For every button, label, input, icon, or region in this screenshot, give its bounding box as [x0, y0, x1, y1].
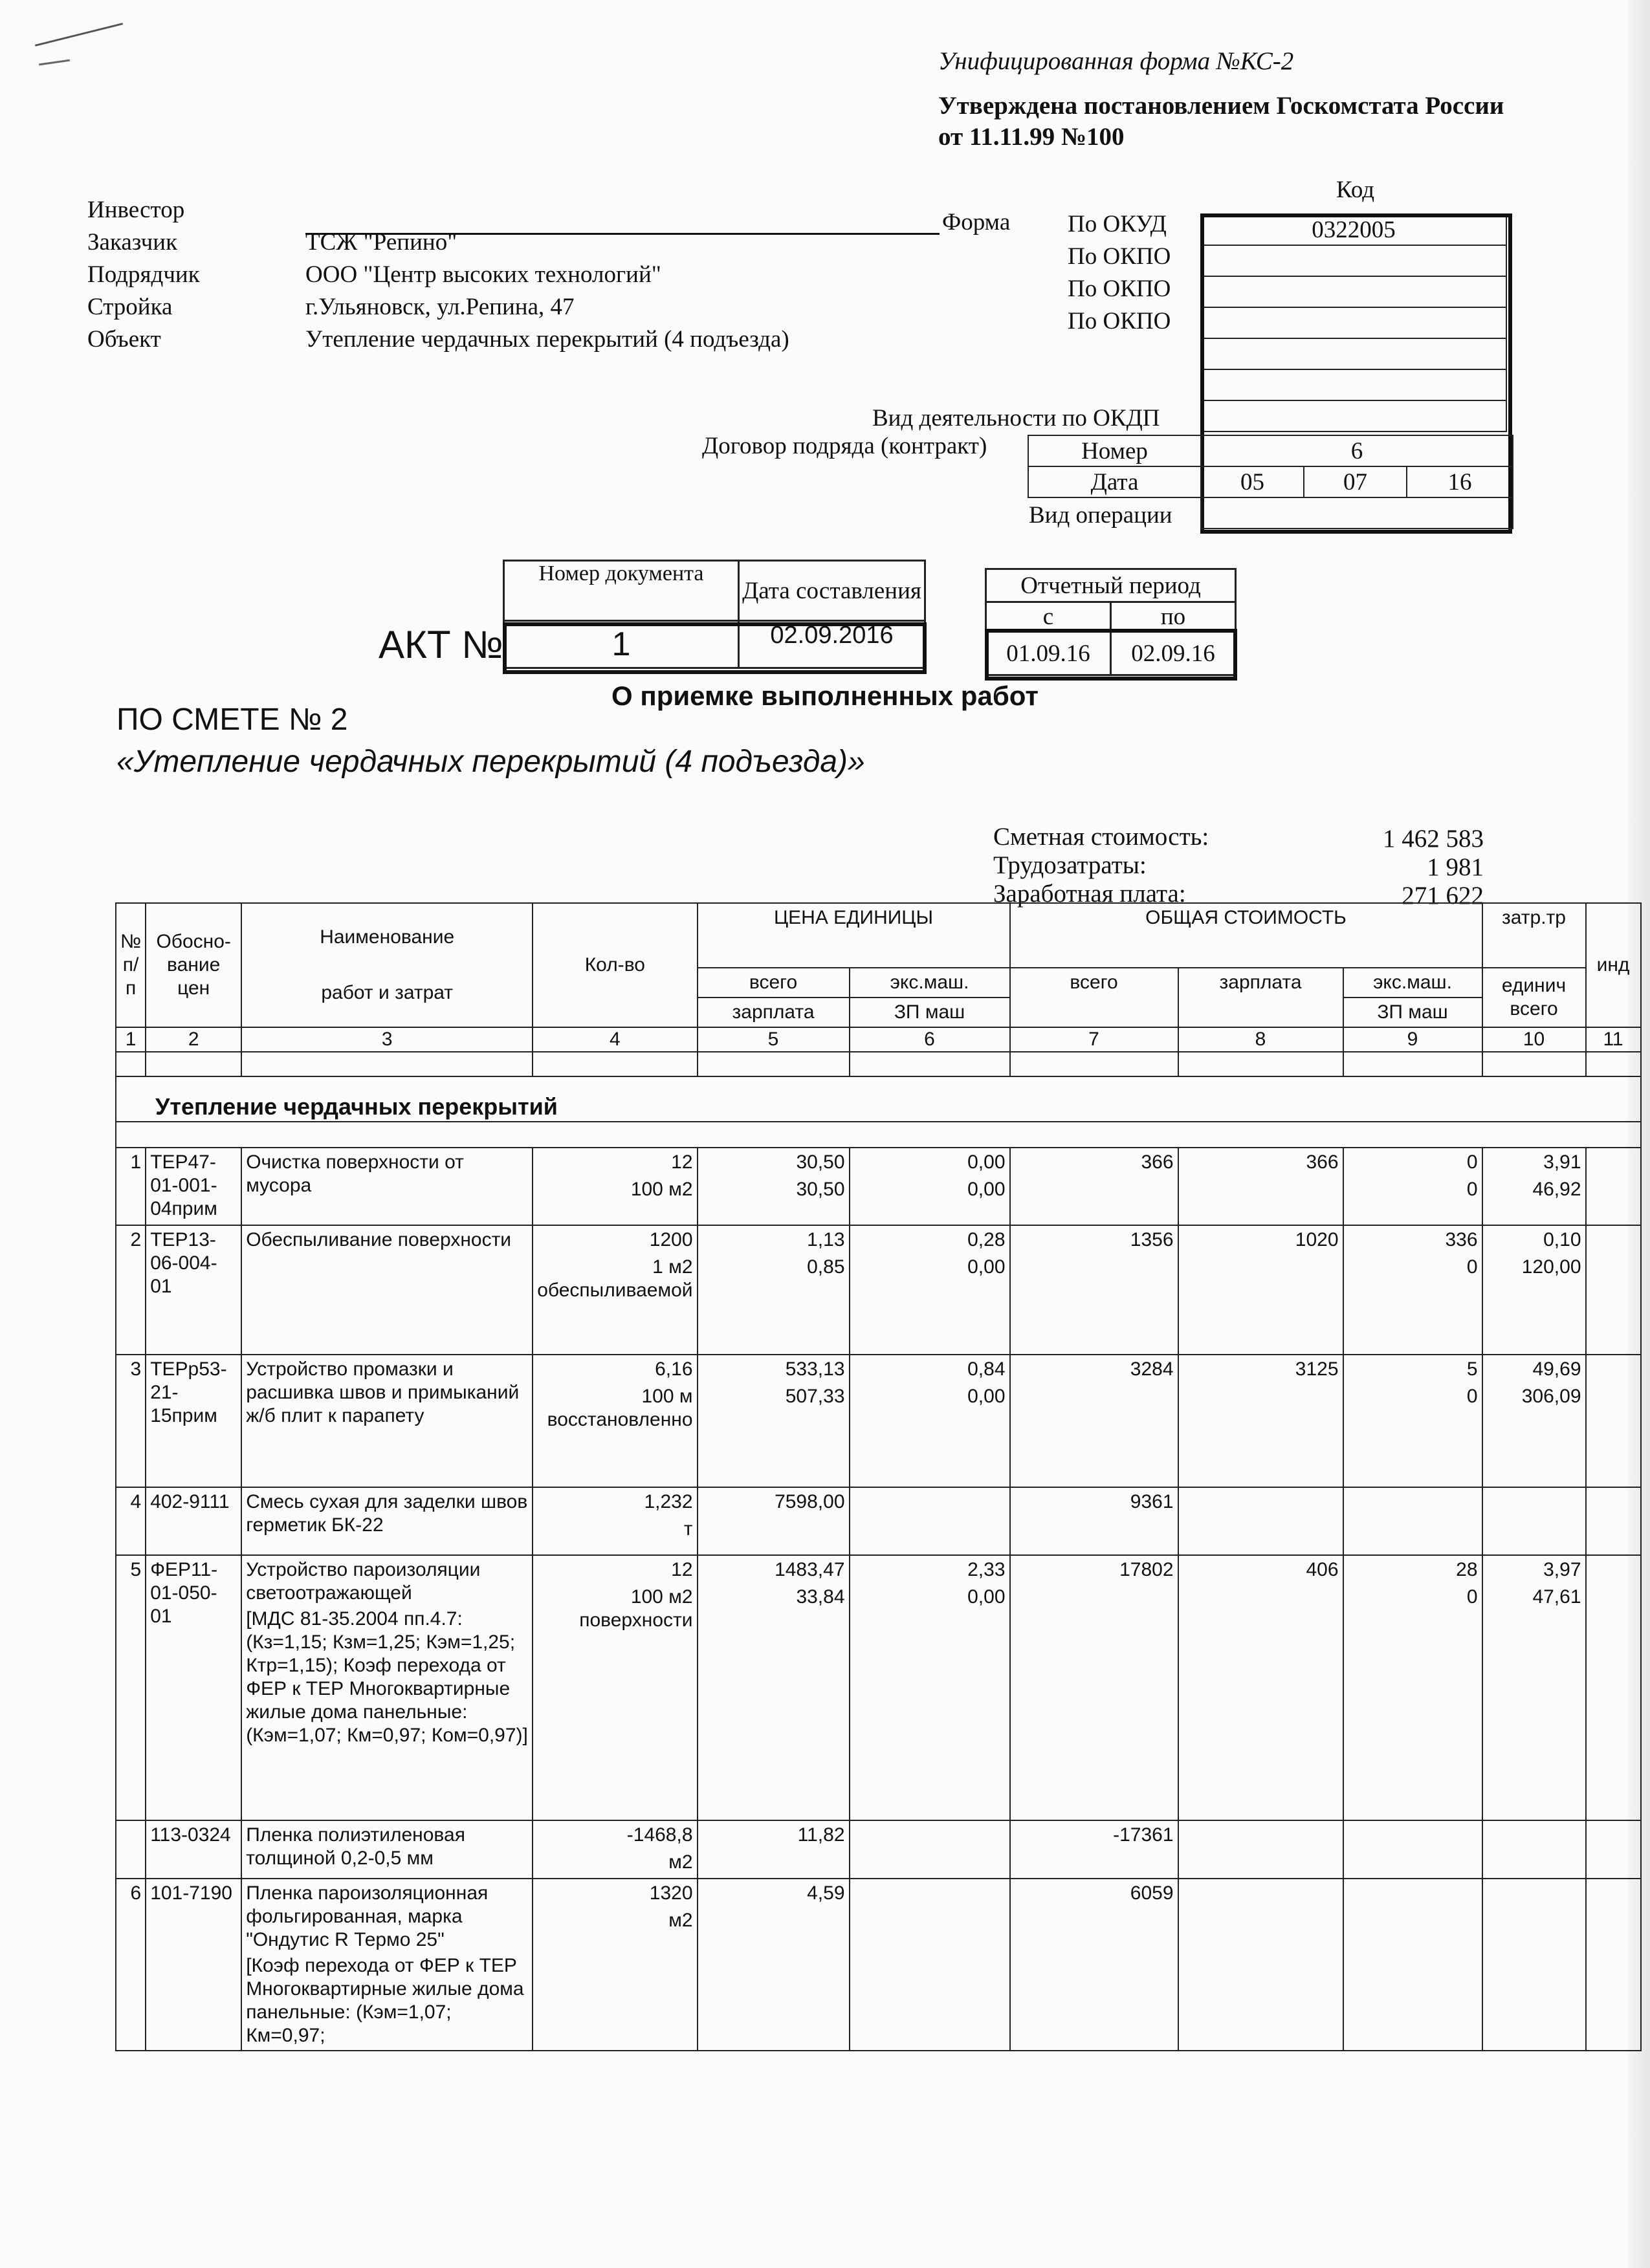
estimate-cost-value: 1 462 583	[1383, 825, 1484, 853]
row-total-machine: 28	[1456, 1559, 1478, 1580]
cell-name	[241, 1820, 533, 1879]
section-row	[116, 1076, 1641, 1122]
cell-num	[116, 1820, 146, 1879]
estimate-cost-label: Сметная стоимость:	[993, 823, 1209, 851]
row-total-salary: 366	[1306, 1151, 1339, 1173]
codes-table	[1200, 213, 1507, 432]
cell-num	[116, 1148, 146, 1225]
kod-label: Код	[1336, 177, 1375, 203]
row-note: [Коэф перехода от ФЕР к ТЕР Многоквартирные жилые дома панельные: (Кэм=1,07; Км=0,97;	[246, 1955, 524, 2046]
row-code: ТЕРр53-21-15прим	[150, 1358, 227, 1426]
period-to-label: по	[1111, 602, 1236, 632]
period-from-label: с	[986, 602, 1111, 632]
estimate-number: ПО СМЕТЕ № 2	[116, 703, 348, 737]
column-number: 2	[146, 1027, 241, 1052]
cell-ind	[1586, 1555, 1641, 1820]
cell-price	[698, 1225, 850, 1355]
row-labor-unit: 3,91	[1543, 1151, 1581, 1173]
row-code: ТЕР47-01-001-04прим	[150, 1151, 217, 1219]
construction-label: Стройка	[87, 294, 173, 320]
header-ind: инд	[1586, 903, 1641, 1027]
row-name: Устройство промазки и расшивка швов и примыканий ж/б плит к парапету	[246, 1358, 520, 1426]
row-total-all: 366	[1141, 1151, 1174, 1173]
contract-date-year: 16	[1407, 466, 1513, 497]
cell-code	[146, 1487, 241, 1555]
cell-total-salary	[1178, 1487, 1343, 1555]
party-values	[305, 226, 789, 356]
row-name: Пленка полиэтиленовая толщиной 0,2-0,5 мм	[246, 1824, 465, 1869]
okpo-code-3	[1201, 307, 1506, 338]
estimate-table	[115, 902, 1642, 2051]
row-qty: 12	[671, 1559, 693, 1580]
contract-number: 6	[1201, 435, 1513, 466]
row-price-machine-salary: 0,00	[967, 1179, 1006, 1200]
row-labor-total: 306,09	[1521, 1386, 1581, 1407]
section-title: Утепление чердачных перекрытий	[116, 1076, 1641, 1122]
row-total-all: 9361	[1130, 1491, 1174, 1512]
cell-code	[146, 1148, 241, 1225]
investor-label: Инвестор	[87, 197, 185, 223]
cell-price-machine	[850, 1879, 1010, 2051]
row-price-machine: 0,84	[967, 1358, 1006, 1380]
row-labor-unit: 3,97	[1543, 1559, 1581, 1580]
cell-price-machine	[850, 1820, 1010, 1879]
column-number: 6	[850, 1027, 1010, 1052]
cell-labor	[1482, 1225, 1586, 1355]
column-number: 8	[1178, 1027, 1343, 1052]
table-row	[116, 1487, 1641, 1555]
approval-text	[938, 91, 1504, 153]
row-name: Пленка пароизоляционная фольгированная, марка "Ондутис R Термо 25"	[246, 1882, 489, 1950]
row-unit: м2	[668, 1851, 693, 1873]
row-qty: 1320	[649, 1882, 693, 1904]
pen-mark-small	[39, 60, 70, 66]
cell-labor	[1482, 1487, 1586, 1555]
cell-code	[146, 1355, 241, 1487]
totals-labels	[993, 823, 1209, 908]
okdp-label: Вид деятельности по ОКДП	[872, 405, 1160, 431]
row-price-machine-salary: 0,00	[967, 1256, 1006, 1278]
row-qty: 1200	[649, 1229, 693, 1250]
cell-total-all	[1010, 1879, 1178, 2051]
act-subtitle: О приемке выполненных работ	[611, 681, 1039, 711]
cell-code	[146, 1820, 241, 1879]
header-total-salary: зарплата	[1178, 968, 1343, 1027]
cell-total-machine	[1343, 1355, 1482, 1487]
row-code: 101-7190	[150, 1882, 232, 1904]
cell-total-salary	[1178, 1555, 1343, 1820]
cell-qty	[533, 1148, 697, 1225]
header-name-bottom: работ и затрат	[321, 982, 454, 1003]
cell-ind	[1586, 1487, 1641, 1555]
contractor-label: Подрядчик	[87, 261, 200, 288]
table-row	[116, 1879, 1641, 2051]
cell-total-salary	[1178, 1148, 1343, 1225]
cell-name	[241, 1487, 533, 1555]
row-note: [МДС 81-35.2004 пп.4.7: (Кз=1,15; Кзм=1,25; Кэм=1,25; Ктр=1,15); Коэф перехода от ФЕР к ТЕР Многоквартирные жилые дома панельные: (Кэм=1,07; Км=0,97; Ком=0,97)]	[246, 1608, 528, 1746]
row-labor-total: 47,61	[1532, 1586, 1581, 1608]
row-total-all: 3284	[1130, 1358, 1174, 1380]
cell-price	[698, 1555, 850, 1820]
classifier-labels	[1068, 208, 1171, 338]
cell-total-machine	[1343, 1879, 1482, 2051]
header-total-all: всего	[1010, 968, 1178, 1027]
salary-label: Заработная плата:	[993, 880, 1186, 908]
header-total-cost: ОБЩАЯ СТОИМОСТЬ	[1010, 903, 1482, 968]
contract-date-month: 07	[1304, 466, 1407, 497]
cell-total-machine	[1343, 1555, 1482, 1820]
doc-number: 1	[504, 621, 739, 668]
row-total-salary: 406	[1306, 1559, 1339, 1580]
row-total-machine: 5	[1466, 1358, 1478, 1380]
row-price-salary: 507,33	[785, 1386, 845, 1407]
row-unit: 100 м2 поверхности	[579, 1586, 693, 1631]
header-name-top: Наименование	[320, 926, 455, 948]
cell-total-all	[1010, 1820, 1178, 1879]
cell-num	[116, 1555, 146, 1820]
row-name: Обеспыливание поверхности	[246, 1229, 512, 1250]
row-qty: 12	[671, 1151, 693, 1173]
cell-price-machine	[850, 1487, 1010, 1555]
row-number: 5	[130, 1559, 142, 1580]
spacer-row	[116, 1122, 1641, 1148]
row-total-all: 1356	[1130, 1229, 1174, 1250]
row-code: ФЕР11-01-050-01	[150, 1559, 218, 1627]
row-number: 2	[130, 1229, 142, 1250]
row-unit: 100 м восстановленно	[547, 1386, 693, 1430]
header-price-all: всего	[698, 968, 850, 998]
contract-date-label: Дата	[1028, 466, 1201, 497]
blank-row	[116, 1052, 1641, 1076]
table-row	[116, 1555, 1641, 1820]
row-code: ТЕР13-06-004-01	[150, 1229, 217, 1297]
customer-value: ТСЖ "Репино"	[305, 229, 457, 256]
row-price-all: 7598,00	[775, 1491, 845, 1512]
column-number: 9	[1343, 1027, 1482, 1052]
column-number: 10	[1482, 1027, 1586, 1052]
cell-price-machine	[850, 1225, 1010, 1355]
row-price-salary: 33,84	[796, 1586, 845, 1608]
labor-cost-value: 1 981	[1427, 853, 1484, 881]
customer-label: Заказчик	[87, 229, 178, 256]
cell-ind	[1586, 1148, 1641, 1225]
row-labor-unit: 49,69	[1532, 1358, 1581, 1380]
column-number: 5	[698, 1027, 850, 1052]
okud-code: 0322005	[1201, 214, 1506, 245]
contractor-value: ООО "Центр высоких технологий"	[305, 261, 661, 288]
header-num: № п/п	[116, 903, 146, 1027]
cell-num	[116, 1487, 146, 1555]
header-total-machine-salary: ЗП маш	[1343, 998, 1482, 1027]
cell-name	[241, 1148, 533, 1225]
row-name: Очистка поверхности от мусора	[246, 1151, 464, 1196]
cell-ind	[1586, 1820, 1641, 1879]
totals-values	[1359, 825, 1484, 910]
table-row	[116, 1225, 1641, 1355]
form-title: Унифицированная форма №КС-2	[938, 47, 1294, 75]
row-total-machine-salary: 0	[1466, 1586, 1478, 1608]
row-total-machine-salary: 0	[1466, 1256, 1478, 1278]
row-qty: 6,16	[655, 1358, 693, 1380]
header-price-machine-salary: ЗП маш	[850, 998, 1010, 1027]
period-table	[985, 568, 1237, 676]
row-code: 113-0324	[150, 1824, 231, 1846]
row-labor-unit: 0,10	[1543, 1229, 1581, 1250]
period-header: Отчетный период	[986, 569, 1236, 602]
cell-price-machine	[850, 1148, 1010, 1225]
operation-code	[1201, 497, 1513, 529]
column-number: 4	[533, 1027, 697, 1052]
cell-qty	[533, 1555, 697, 1820]
cell-total-machine	[1343, 1820, 1482, 1879]
cell-total-salary	[1178, 1355, 1343, 1487]
contract-date-day: 05	[1201, 466, 1304, 497]
row-total-all: 6059	[1130, 1882, 1174, 1904]
approval-line-2: от 11.11.99 №100	[938, 123, 1125, 151]
row-price-all: 4,59	[807, 1882, 845, 1904]
okpo-code-1	[1201, 245, 1506, 276]
row-unit: 100 м2	[630, 1179, 693, 1200]
cell-name	[241, 1555, 533, 1820]
cell-total-salary	[1178, 1820, 1343, 1879]
cell-price	[698, 1879, 850, 2051]
construction-value: г.Ульяновск, ул.Репина, 47	[305, 294, 575, 320]
pen-mark	[35, 23, 124, 47]
cell-labor	[1482, 1555, 1586, 1820]
header-qty: Кол-во	[533, 903, 697, 1027]
column-number: 11	[1586, 1027, 1641, 1052]
cell-total-all	[1010, 1148, 1178, 1225]
row-total-salary: 3125	[1295, 1358, 1339, 1380]
code-blank-1	[1201, 338, 1506, 369]
cell-num	[116, 1355, 146, 1487]
cell-code	[146, 1555, 241, 1820]
row-name: Устройство пароизоляции светоотражающей	[246, 1559, 481, 1604]
row-price-all: 533,13	[785, 1358, 845, 1380]
cell-ind	[1586, 1355, 1641, 1487]
estimate-name: «Утепление чердачных перекрытий (4 подъезда)»	[116, 745, 865, 779]
row-number: 1	[130, 1151, 142, 1173]
approval-line-1: Утверждена постановлением Госкомстата России	[938, 92, 1504, 120]
cell-qty	[533, 1879, 697, 2051]
row-price-all: 1,13	[807, 1229, 845, 1250]
code-blank-2	[1201, 369, 1506, 400]
okud-label: По ОКУД	[1068, 211, 1167, 237]
row-qty: 1,232	[644, 1491, 693, 1512]
cell-total-machine	[1343, 1225, 1482, 1355]
row-unit: 1 м2 обеспыливаемой	[537, 1256, 693, 1301]
cell-labor	[1482, 1879, 1586, 2051]
row-price-machine-salary: 0,00	[967, 1386, 1006, 1407]
okpo-label-2: По ОКПО	[1068, 276, 1171, 302]
party-labels	[87, 194, 200, 356]
row-number: 3	[130, 1358, 142, 1380]
okpo-label-1: По ОКПО	[1068, 243, 1171, 270]
row-unit: м2	[668, 1910, 693, 1931]
cell-total-all	[1010, 1355, 1178, 1487]
cell-num	[116, 1225, 146, 1355]
row-total-machine: 336	[1445, 1229, 1478, 1250]
table-row	[116, 1148, 1641, 1225]
document-number-table	[503, 560, 926, 669]
row-total-machine-salary: 0	[1466, 1179, 1478, 1200]
cell-ind	[1586, 1879, 1641, 2051]
cell-qty	[533, 1820, 697, 1879]
cell-qty	[533, 1225, 697, 1355]
row-number: 4	[130, 1491, 142, 1512]
cell-total-all	[1010, 1555, 1178, 1820]
cell-total-all	[1010, 1487, 1178, 1555]
row-code: 402-9111	[150, 1491, 230, 1512]
period-from: 01.09.16	[986, 632, 1111, 675]
cell-total-all	[1010, 1225, 1178, 1355]
column-number: 7	[1010, 1027, 1178, 1052]
okpo-code-2	[1201, 276, 1506, 307]
column-number-row	[116, 1027, 1641, 1052]
row-number: 6	[130, 1882, 142, 1904]
cell-price-machine	[850, 1355, 1010, 1487]
row-price-salary: 0,85	[807, 1256, 845, 1278]
row-price-machine: 2,33	[967, 1559, 1006, 1580]
forma-label: Форма	[942, 209, 1011, 235]
header-price-machine: экс.маш.	[850, 968, 1010, 998]
cell-ind	[1586, 1225, 1641, 1355]
labor-cost-label: Трудозатраты:	[993, 851, 1147, 879]
row-total-machine-salary: 0	[1466, 1386, 1478, 1407]
row-price-machine: 0,28	[967, 1229, 1006, 1250]
cell-price	[698, 1820, 850, 1879]
header-labor: затр.тр	[1482, 903, 1586, 968]
row-name: Смесь сухая для заделки швов герметик БК-22	[246, 1491, 528, 1536]
row-qty: -1468,8	[626, 1824, 693, 1846]
cell-total-salary	[1178, 1879, 1343, 2051]
cell-total-salary	[1178, 1225, 1343, 1355]
table-row	[116, 1355, 1641, 1487]
row-price-salary: 30,50	[796, 1179, 845, 1200]
row-price-machine: 0,00	[967, 1151, 1006, 1173]
contract-label: Договор подряда (контракт)	[702, 433, 987, 459]
cell-labor	[1482, 1355, 1586, 1487]
row-price-all: 1483,47	[775, 1559, 845, 1580]
cell-price	[698, 1355, 850, 1487]
act-label: АКТ №	[379, 623, 503, 666]
cell-name	[241, 1225, 533, 1355]
contract-number-label: Номер	[1028, 435, 1201, 466]
cell-qty	[533, 1355, 697, 1487]
header-name	[241, 903, 533, 1027]
row-total-salary: 1020	[1295, 1229, 1339, 1250]
row-price-all: 30,50	[796, 1151, 845, 1173]
cell-price	[698, 1487, 850, 1555]
cell-qty	[533, 1487, 697, 1555]
cell-name	[241, 1355, 533, 1487]
cell-code	[146, 1225, 241, 1355]
cell-labor	[1482, 1820, 1586, 1879]
row-unit: т	[683, 1518, 693, 1540]
header-labor-sub: единич всего	[1482, 968, 1586, 1027]
object-label: Объект	[87, 326, 161, 353]
cell-num	[116, 1879, 146, 2051]
salary-value: 271 622	[1402, 882, 1484, 910]
header-unit-price: ЦЕНА ЕДИНИЦЫ	[698, 903, 1010, 968]
cell-price	[698, 1148, 850, 1225]
header-total-machine: экс.маш.	[1343, 968, 1482, 998]
period-to: 02.09.16	[1111, 632, 1236, 675]
doc-date-header: Дата составления	[739, 561, 925, 621]
header-basis: Обосно- вание цен	[146, 903, 241, 1027]
row-total-all: 17802	[1119, 1559, 1174, 1580]
row-price-all: 11,82	[797, 1824, 845, 1846]
doc-date: 02.09.2016	[739, 621, 925, 668]
column-number: 3	[241, 1027, 533, 1052]
okdp-code	[1201, 400, 1506, 431]
cell-price-machine	[850, 1555, 1010, 1820]
doc-number-header: Номер документа	[504, 561, 739, 621]
row-total-all: -17361	[1113, 1824, 1174, 1846]
operation-label: Вид операции	[1029, 502, 1172, 529]
table-row	[116, 1820, 1641, 1879]
row-labor-total: 46,92	[1532, 1179, 1581, 1200]
cell-code	[146, 1879, 241, 2051]
cell-total-machine	[1343, 1148, 1482, 1225]
object-value: Утепление чердачных перекрытий (4 подъезда)	[305, 326, 789, 353]
cell-total-machine	[1343, 1487, 1482, 1555]
column-number: 1	[116, 1027, 146, 1052]
row-price-machine-salary: 0,00	[967, 1586, 1006, 1608]
header-price-salary: зарплата	[698, 998, 850, 1027]
row-total-machine: 0	[1466, 1151, 1478, 1173]
cell-name	[241, 1879, 533, 2051]
row-labor-total: 120,00	[1521, 1256, 1581, 1278]
cell-labor	[1482, 1148, 1586, 1225]
okpo-label-3: По ОКПО	[1068, 308, 1171, 334]
